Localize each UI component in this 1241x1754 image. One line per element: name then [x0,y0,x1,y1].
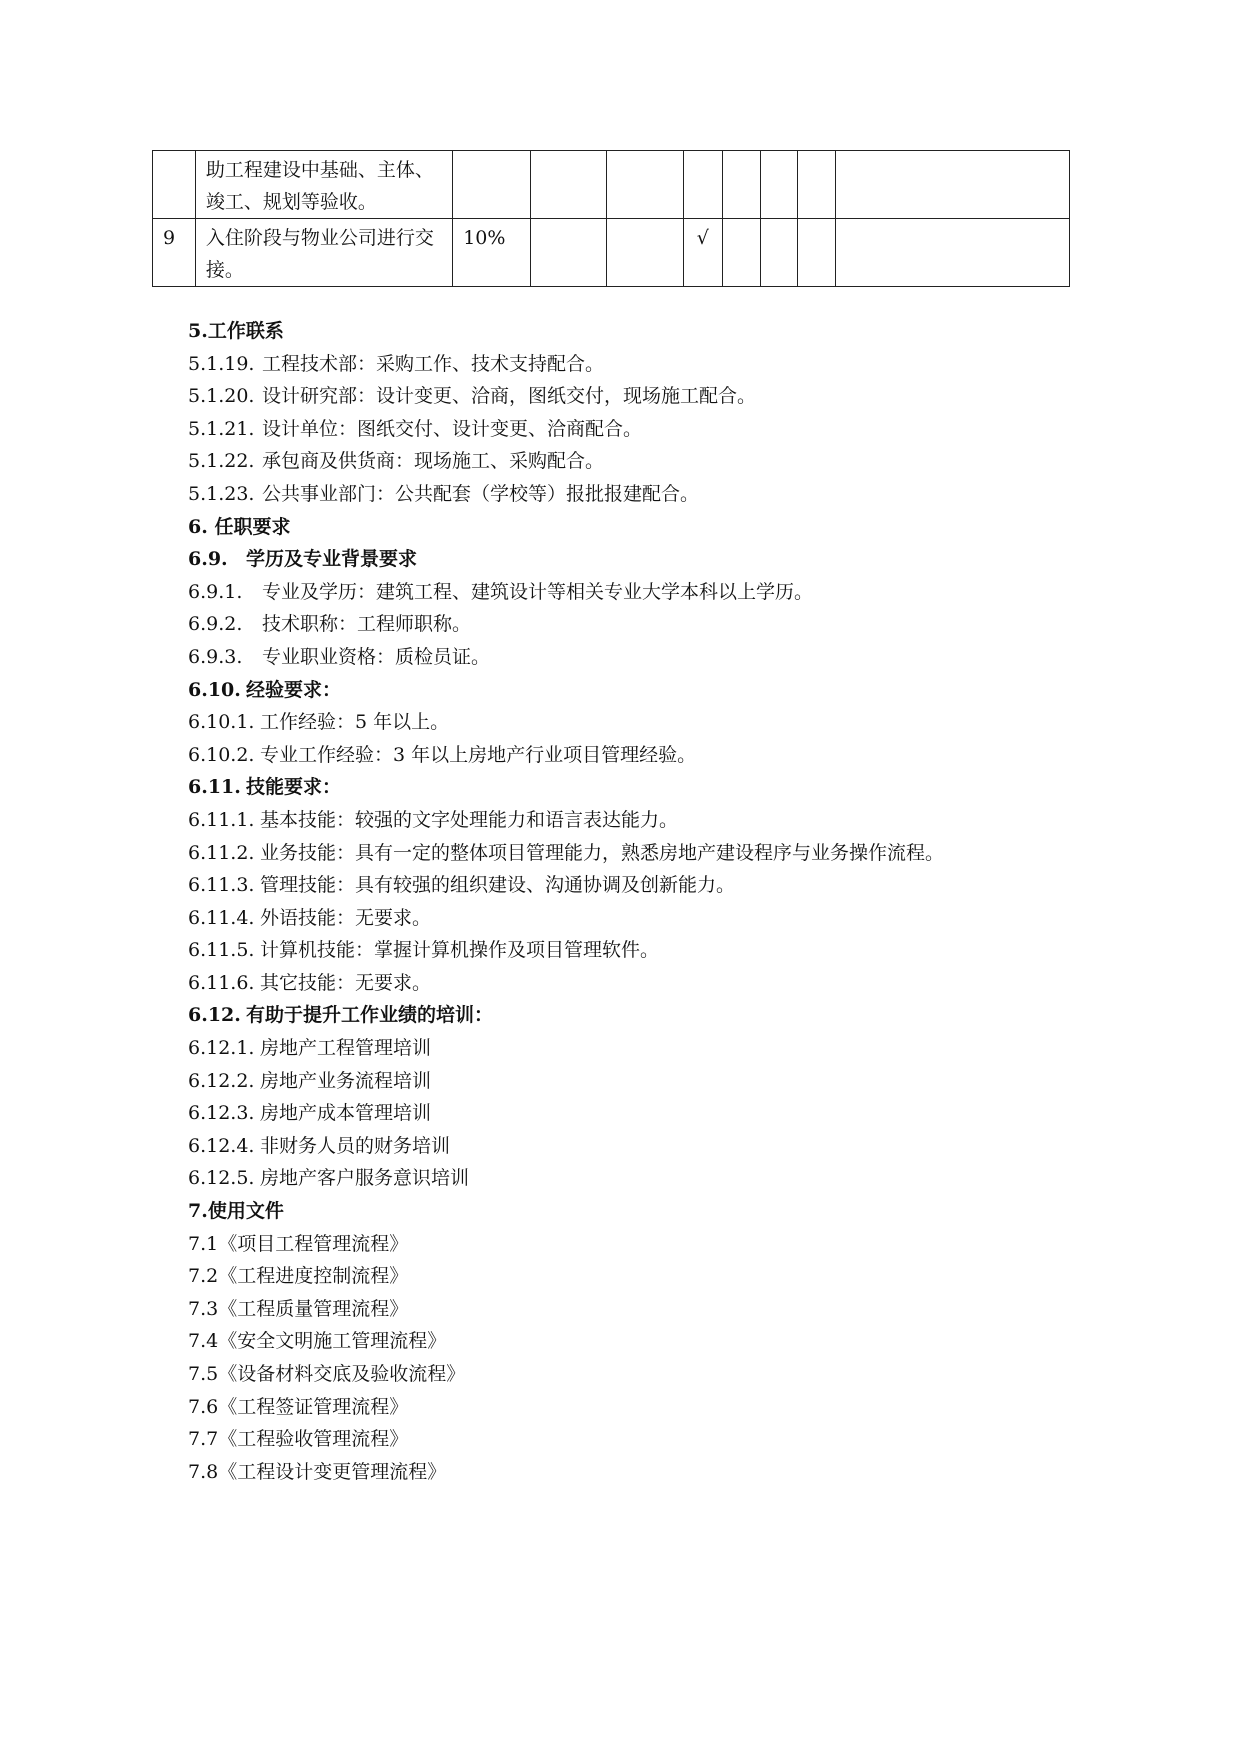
item-text: 设计研究部：设计变更、洽商，图纸交付，现场施工配合。 [262,385,757,408]
empty-cell [760,151,798,219]
subsection-number: 6.10. [188,678,241,701]
item-number: 5.1.19. [188,352,255,375]
item-text: 工作经验：5 年以上。 [260,711,450,734]
list-item [188,869,1088,902]
item-number: 6.12.5. [188,1167,255,1190]
list-item [188,1130,1088,1163]
item-text: 房地产客户服务意识培训 [260,1167,470,1190]
item-text: 非财务人员的财务培训 [260,1134,451,1157]
subsection-title: 有助于提升工作业绩的培训： [246,1004,494,1027]
list-item [188,576,1088,609]
item-text: 其它技能：无要求。 [260,971,432,994]
empty-cell [798,219,836,287]
item-number: 6.11.4. [188,906,255,929]
item-number: 6.11.6. [188,971,255,994]
list-item [188,967,1088,1000]
duty-content-cell: 助工程建设中基础、主体、竣工、规划等验收。 [195,151,452,219]
list-item [188,608,1088,641]
list-item [188,837,1088,870]
subsection-number: 6.11. [188,776,241,799]
row-number-cell: 9 [153,219,196,287]
item-text: 技术职称：工程师职称。 [262,613,472,636]
document-reference: 7.8《工程设计变更管理流程》 [188,1460,447,1483]
item-number: 5.1.23. [188,482,255,505]
list-item [188,739,1088,772]
empty-cell [722,151,760,219]
list-item [188,478,1088,511]
subsection-number: 6.9. [188,548,228,571]
document-reference: 7.1《项目工程管理流程》 [188,1232,409,1255]
document-body [188,315,1088,1488]
subsection-title: 学历及专业背景要求 [246,548,418,571]
item-number: 5.1.20. [188,385,255,408]
subsection-title: 技能要求： [246,776,342,799]
list-item [188,804,1088,837]
item-number: 6.9.1. [188,580,243,603]
empty-cell [530,151,607,219]
subsection-heading [188,543,1088,576]
table-row [153,219,1070,287]
item-text: 业务技能：具有一定的整体项目管理能力，熟悉房地产建设程序与业务操作流程。 [260,841,945,864]
weight-cell [453,151,531,219]
subsection-title: 经验要求： [246,678,342,701]
list-item [188,902,1088,935]
item-text: 专业职业资格：质检员证。 [262,645,491,668]
empty-cell [607,151,684,219]
weight-cell: 10% [453,219,531,287]
item-number: 6.10.1. [188,711,255,734]
empty-cell [836,219,1070,287]
item-number: 6.10.2. [188,743,255,766]
item-text: 基本技能：较强的文字处理能力和语言表达能力。 [260,808,679,831]
document-reference: 7.2《工程进度控制流程》 [188,1265,409,1288]
list-item [188,348,1088,381]
item-text: 房地产业务流程培训 [260,1069,432,1092]
duty-content-cell: 入住阶段与物业公司进行交接。 [195,219,452,287]
list-item [188,1162,1088,1195]
empty-cell [722,219,760,287]
item-number: 6.12.1. [188,1037,255,1060]
item-text: 承包商及供货商：现场施工、采购配合。 [262,450,605,473]
list-item [188,934,1088,967]
item-text: 专业及学历：建筑工程、建筑设计等相关专业大学本科以上学历。 [262,580,814,603]
row-number-cell [153,151,196,219]
item-number: 6.9.3. [188,645,243,668]
document-reference: 7.5《设备材料交底及验收流程》 [188,1363,466,1385]
item-text: 计算机技能：掌握计算机操作及项目管理软件。 [260,939,660,962]
item-number: 5.1.21. [188,417,255,440]
list-item [188,380,1088,413]
item-number: 6.12.4. [188,1134,255,1157]
document-reference: 7.6《工程签证管理流程》 [188,1395,409,1418]
list-item [188,1097,1088,1130]
item-number: 6.11.5. [188,939,255,962]
empty-cell [836,151,1070,219]
check-cell: √ [683,219,722,287]
subsection-heading [188,999,1088,1032]
empty-cell [798,151,836,219]
check-cell [683,151,722,219]
item-text: 外语技能：无要求。 [260,906,432,929]
item-text: 工程技术部：采购工作、技术支持配合。 [262,352,605,375]
subsection-number: 6.12. [188,1004,241,1027]
list-item [188,641,1088,674]
section-heading: 6. 任职要求 [188,515,291,538]
item-text: 房地产工程管理培训 [260,1037,432,1060]
section-heading: 5.工作联系 [188,320,284,342]
item-text: 公共事业部门：公共配套（学校等）报批报建配合。 [262,482,700,505]
subsection-heading [188,771,1088,804]
document-reference: 7.4《安全文明施工管理流程》 [188,1330,447,1353]
document-reference: 7.3《工程质量管理流程》 [188,1297,409,1320]
list-item [188,413,1088,446]
table-row [153,151,1070,219]
empty-cell [530,219,607,287]
empty-cell [607,219,684,287]
empty-cell [760,219,798,287]
document-reference: 7.7《工程验收管理流程》 [188,1428,409,1451]
item-number: 6.9.2. [188,613,243,636]
item-number: 6.11.3. [188,874,255,897]
item-text: 管理技能：具有较强的组织建设、沟通协调及创新能力。 [260,874,736,897]
item-text: 房地产成本管理培训 [260,1102,432,1125]
item-number: 6.11.2. [188,841,255,864]
subsection-heading [188,674,1088,707]
item-text: 专业工作经验：3 年以上房地产行业项目管理经验。 [260,743,697,766]
item-number: 6.12.2. [188,1069,255,1092]
item-text: 设计单位：图纸交付、设计变更、洽商配合。 [262,417,643,440]
item-number: 6.11.1. [188,808,255,831]
item-number: 5.1.22. [188,450,255,473]
list-item [188,1032,1088,1065]
section-heading: 7.使用文件 [188,1200,284,1223]
list-item [188,706,1088,739]
list-item [188,1065,1088,1098]
duty-table [152,150,1070,287]
list-item [188,445,1088,478]
item-number: 6.12.3. [188,1102,255,1125]
